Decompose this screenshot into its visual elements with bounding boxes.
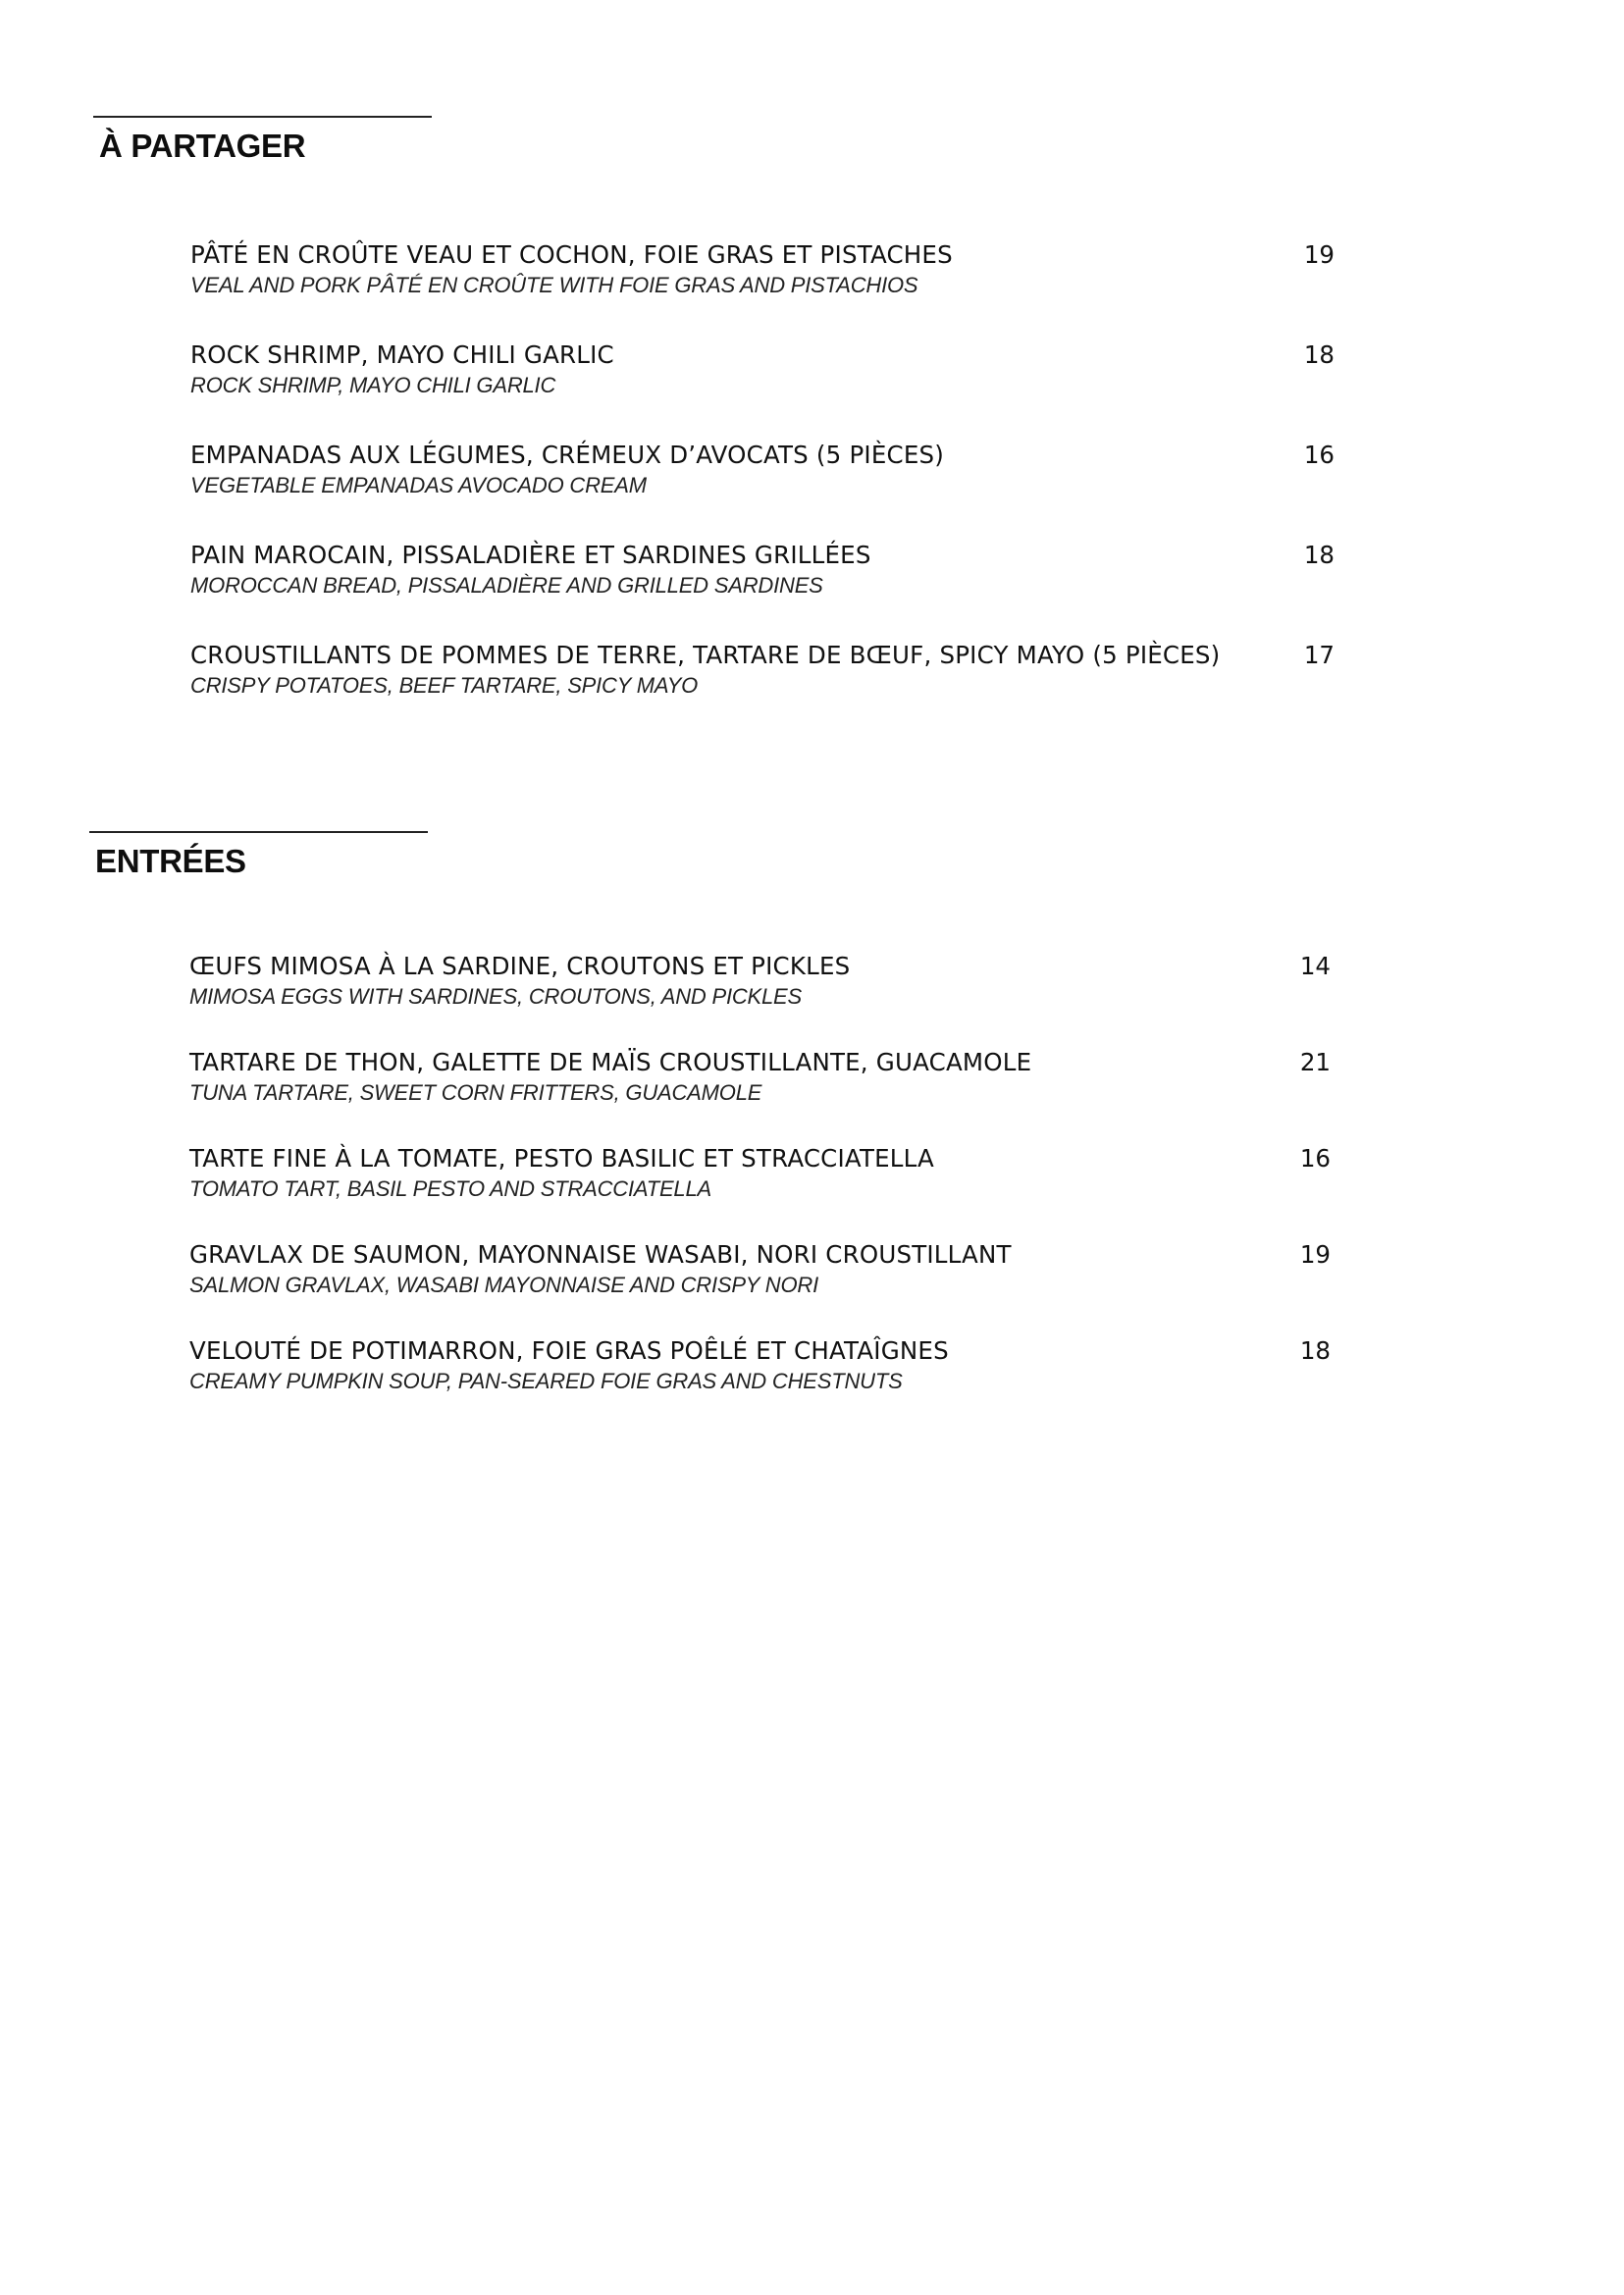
menu-list-entrees	[189, 952, 1331, 1433]
menu-item	[189, 1144, 1331, 1240]
menu-item-name: TARTARE DE THON, GALETTE DE MAÏS CROUSTILLANTE, GUACAMOLE	[189, 1048, 1032, 1076]
menu-item-price: 19	[1303, 240, 1335, 269]
menu-item	[189, 952, 1331, 1048]
menu-item-name: VELOUTÉ DE POTIMARRON, FOIE GRAS POÊLÉ ET CHATAÎGNES	[189, 1336, 949, 1365]
menu-item-price: 16	[1299, 1144, 1331, 1173]
menu-item-price: 18	[1303, 340, 1335, 369]
menu-item	[189, 1336, 1331, 1433]
menu-item-description: CRISPY POTATOES, BEEF TARTARE, SPICY MAYO	[190, 673, 699, 698]
menu-item-price: 18	[1299, 1336, 1331, 1365]
menu-item-description: VEAL AND PORK PÂTÉ EN CROÛTE WITH FOIE GRAS AND PISTACHIOS	[190, 273, 918, 297]
menu-item-name: TARTE FINE À LA TOMATE, PESTO BASILIC ET STRACCIATELLA	[189, 1144, 935, 1173]
section-divider	[93, 116, 432, 118]
menu-item-price: 21	[1299, 1048, 1331, 1076]
menu-item-description: CREAMY PUMPKIN SOUP, PAN-SEARED FOIE GRAS AND CHESTNUTS	[189, 1369, 903, 1393]
menu-item-description: MOROCCAN BREAD, PISSALADIÈRE AND GRILLED SARDINES	[190, 573, 823, 598]
menu-item-name: EMPANADAS AUX LÉGUMES, CRÉMEUX D’AVOCATS (5 PIÈCES)	[190, 441, 945, 469]
menu-item-price: 14	[1299, 952, 1331, 980]
section-entrees	[89, 831, 428, 880]
menu-item	[189, 1240, 1331, 1336]
menu-item-name: PAIN MAROCAIN, PISSALADIÈRE ET SARDINES GRILLÉES	[190, 541, 871, 569]
menu-item-description: TOMATO TART, BASIL PESTO AND STRACCIATELLA	[189, 1176, 711, 1201]
menu-item-name: ŒUFS MIMOSA À LA SARDINE, CROUTONS ET PICKLES	[189, 952, 851, 980]
menu-item-description: SALMON GRAVLAX, WASABI MAYONNAISE AND CRISPY NORI	[189, 1273, 818, 1297]
menu-item-description: ROCK SHRIMP, MAYO CHILI GARLIC	[190, 373, 556, 397]
menu-list-a-partager	[190, 240, 1335, 741]
menu-item-price: 17	[1303, 641, 1335, 669]
menu-item	[190, 240, 1335, 340]
menu-item-name: PÂTÉ EN CROÛTE VEAU ET COCHON, FOIE GRAS ET PISTACHES	[190, 240, 953, 269]
section-title: ENTRÉES	[95, 843, 246, 879]
menu-item-description: MIMOSA EGGS WITH SARDINES, CROUTONS, AND PICKLES	[189, 984, 803, 1009]
menu-item-name: ROCK SHRIMP, MAYO CHILI GARLIC	[190, 340, 614, 369]
menu-item	[190, 541, 1335, 641]
menu-item-price: 19	[1299, 1240, 1331, 1269]
menu-item	[190, 441, 1335, 541]
menu-item	[189, 1048, 1331, 1144]
section-divider	[89, 831, 428, 833]
menu-item	[190, 641, 1335, 741]
menu-item-description: VEGETABLE EMPANADAS AVOCADO CREAM	[190, 473, 647, 497]
menu-item-name: GRAVLAX DE SAUMON, MAYONNAISE WASABI, NORI CROUSTILLANT	[189, 1240, 1012, 1269]
menu-item-price: 16	[1303, 441, 1335, 469]
menu-item	[190, 340, 1335, 441]
section-title: À PARTAGER	[99, 128, 306, 164]
menu-item-description: TUNA TARTARE, SWEET CORN FRITTERS, GUACAMOLE	[189, 1080, 762, 1105]
menu-item-name: CROUSTILLANTS DE POMMES DE TERRE, TARTARE DE BŒUF, SPICY MAYO (5 PIÈCES)	[190, 641, 1221, 669]
section-a-partager	[93, 116, 432, 165]
menu-item-price: 18	[1303, 541, 1335, 569]
